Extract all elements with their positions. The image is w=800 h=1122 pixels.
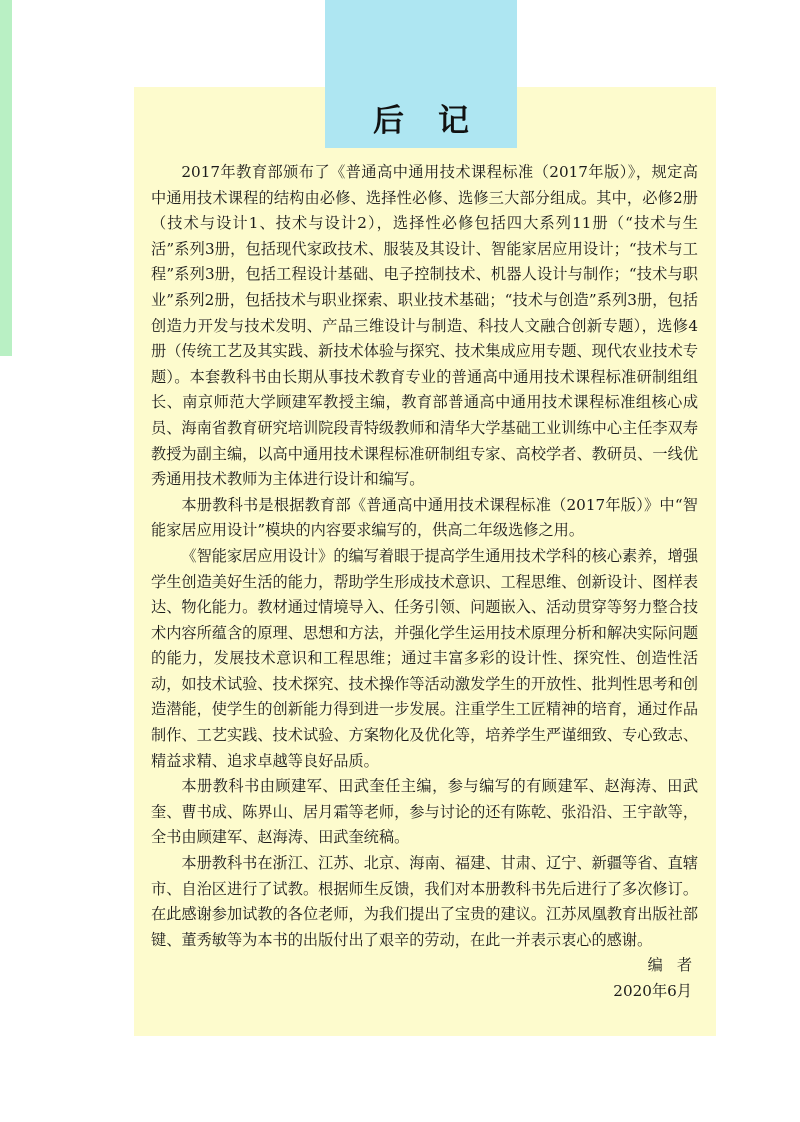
paragraph-2: 本册教科书是根据教育部《普通高中通用技术课程标准（2017年版）》中“智能家居应用设计”模块的内容要求编写的，供高二年级选修之用。 [151, 495, 698, 540]
page-title: 后记 [373, 103, 503, 139]
paragraph-1: 2017年教育部颁布了《普通高中通用技术课程标准（2017年版）》，规定高中通用技术课程的结构由必修、选择性必修、选修三大部分组成。其中，必修2册（技术与设计1、技术与设计2），选择性必修包括四大系列11册（“技术与生活”系列3册，包括现代家政技术、服装及其设计、智能家居应用设计；“技术与工程”系列3册，包括工程设计基础、电子控制技术、机器人设计与制作；“技术与职业”系列2册，包括技术与职业探索、职业技术基础；“技术与创造”系列3册，包括创造力开发与技术发明、产品三维设计与制造、科技人文融合创新专题），选修4册（传统工艺及其实践、新技术体验与探究、技术集成应用专题、现代农业技术专题）。本套教科书由长期从事技术教育专业的普通高中通用技术课程标准研制组组长、南京师范大学顾建军教授主编，教育部普通高中通用技术课程标准组核心成员、海南省教育研究培训院段青特级教师和清华大学基础工业训练中心主任李双寿教授为副主编，以高中通用技术课程标准研制组专家、高校学者、教研员、一线优秀通用技术教师为主体进行设计和编写。 [151, 163, 698, 489]
left-color-strip [0, 0, 12, 356]
afterword-body [151, 160, 706, 1005]
signature-author: 编者 [647, 956, 706, 975]
paragraph-4: 本册教科书由顾建军、田武奎任主编，参与编写的有顾建军、赵海涛、田武奎、曹书成、陈界山、居月霜等老师，参与讨论的还有陈乾、张沿沿、王宇歆等，全书由顾建军、赵海涛、田武奎统稿。 [151, 777, 698, 847]
paragraph-3: 《智能家居应用设计》的编写着眼于提高学生通用技术学科的核心素养，增强学生创造美好生活的能力，帮助学生形成技术意识、工程思维、创新设计、图样表达、物化能力。教材通过情境导入、任务引领、问题嵌入、活动贯穿等努力整合技术内容所蕴含的原理、思想和方法，并强化学生运用技术原理分析和解决实际问题的能力，发展技术意识和工程思维；通过丰富多彩的设计性、探究性、创造性活动，如技术试验、技术探究、技术操作等活动激发学生的开放性、批判性思考和创造潜能，使学生的创新能力得到进一步发展。注重学生工匠精神的培育，通过作品制作、工艺实践、技术试验、方案物化及优化等，培养学生严谨细致、专心致志、精益求精、追求卓越等良好品质。 [151, 546, 698, 770]
paragraph-5: 本册教科书在浙江、江苏、北京、海南、福建、甘肃、辽宁、新疆等省、直辖市、自治区进行了试教。根据师生反馈，我们对本册教科书先后进行了多次修订。在此感谢参加试教的各位老师，为我们提出了宝贵的建议。江苏凤凰教育出版社部键、董秀敏等为本书的出版付出了艰辛的劳动，在此一并表示衷心的感谢。 [151, 854, 698, 949]
signature-date: 2020年6月 [613, 982, 692, 1000]
title-block [325, 0, 517, 148]
